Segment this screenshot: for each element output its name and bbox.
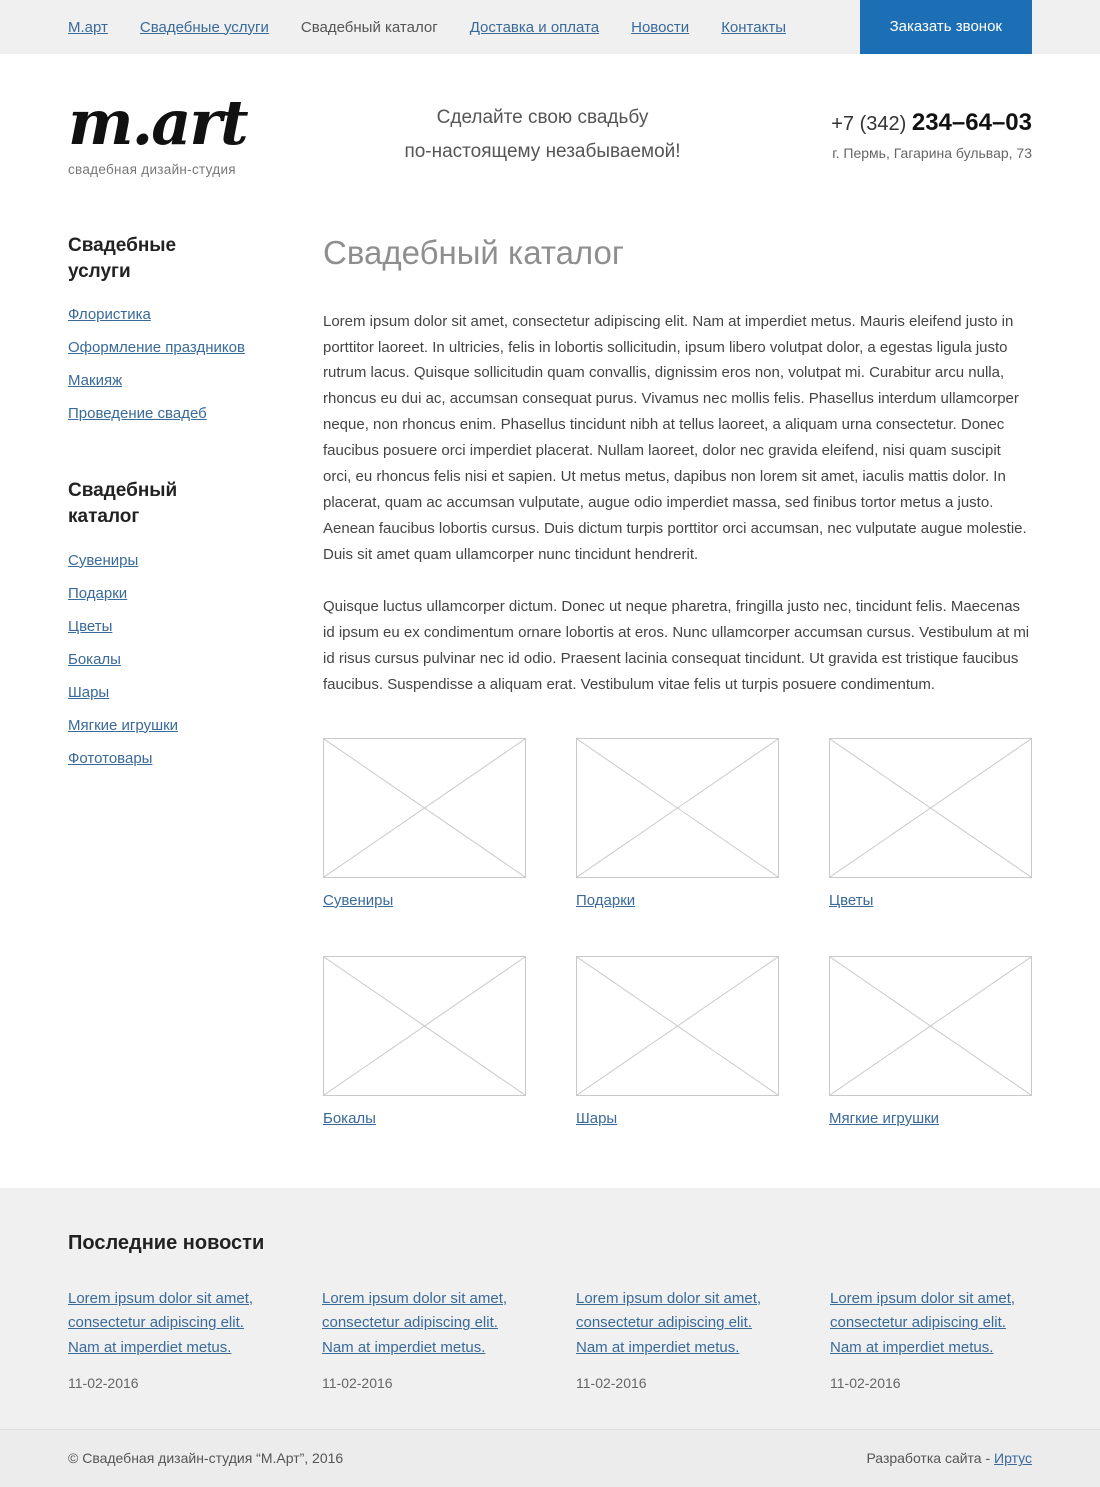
catalog-image-placeholder-gifts[interactable] <box>576 738 779 878</box>
sidebar-section-services <box>68 233 323 438</box>
address: г. Пермь, Гагарина бульвар, 73 <box>832 144 1032 161</box>
news-date-3: 11-02-2016 <box>576 1374 647 1391</box>
news-date-1: 11-02-2016 <box>68 1374 139 1391</box>
catalog-item-flowers <box>829 738 1032 910</box>
nav-item-delivery[interactable]: Доставка и оплата <box>469 18 600 36</box>
sidebar-item-makeup[interactable]: Макияж <box>68 372 123 390</box>
paragraph-1: Lorem ipsum dolor sit amet, consectetur adipiscing elit. Nam at imperdiet metus. Mauris eleifend justo in porttitor laoreet. In ultricies, felis in lobortis sollicitudin, ipsum libero volutpat dolor, a egestas ligula justo rutrum lacus. Quisque sollicitudin quam convallis, dignissim eros non, volutpat mi. Curabitur arcu nulla, rhoncus eu dui ac, accumsan consequat purus. Vivamus nec mollis felis. Phasellus interdum ullamcorper neque, non rhoncus enim. Phasellus tincidunt nibh at tellus laoreet, a aliquam urna consectetur. Donec faucibus posuere orci imperdiet placerat. Nullam laoreet, dolor nec gravida eleifend, nisi quam suscipit orci, eu rhoncus felis nisi et sapien. Ut metus metus, dapibus non lorem sit amet, iaculis mattis dolor. In placerat, quam ac accumsan vulputate, augue odio imperdiet massa, sed finibus tortor metus a justo. Aenean faucibus lobortis cursus. Duis dictum turpis porttitor orci accumsan, nec vulputate augue molestie. Duis sit amet quam ullamcorper nunc tincidunt hendrerit. <box>323 312 1027 564</box>
image-placeholder-icon <box>577 957 778 1095</box>
news-date-2: 11-02-2016 <box>322 1374 393 1391</box>
image-placeholder-icon <box>577 739 778 877</box>
catalog-item-gifts <box>576 738 779 910</box>
nav-item-catalog-current[interactable]: Свадебный каталог <box>300 18 438 36</box>
logo[interactable]: m.art <box>68 86 247 159</box>
image-placeholder-icon <box>324 957 525 1095</box>
sidebar-item-gifts[interactable]: Подарки <box>68 584 128 602</box>
slogan <box>323 101 762 168</box>
order-call-button[interactable]: Заказать звонок <box>860 0 1032 54</box>
news-link-2[interactable]: Lorem ipsum dolor sit amet, consectetur adipiscing elit. Nam at imperdiet metus. <box>322 1289 508 1357</box>
catalog-link-soft-toys[interactable]: Мягкие игрушки <box>829 1109 940 1127</box>
news-date-4: 11-02-2016 <box>830 1374 901 1391</box>
header-contacts <box>762 109 1032 161</box>
phone <box>762 109 1032 137</box>
catalog-grid <box>323 738 1032 1128</box>
catalog-image-placeholder-souvenirs[interactable] <box>323 738 526 878</box>
catalog-link-glasses[interactable]: Бокалы <box>323 1109 376 1127</box>
news-item <box>68 1287 270 1391</box>
news-link-4[interactable]: Lorem ipsum dolor sit amet, consectetur adipiscing elit. Nam at imperdiet metus. <box>830 1289 1016 1357</box>
content <box>323 233 1032 1128</box>
sidebar-services-title: Свадебные услуги <box>68 235 177 282</box>
news-section <box>0 1188 1100 1429</box>
catalog-image-placeholder-balloons[interactable] <box>576 956 779 1096</box>
nav-item-services[interactable]: Свадебные услуги <box>139 18 269 36</box>
catalog-item-soft-toys <box>829 956 1032 1128</box>
sidebar-item-souvenirs[interactable]: Сувениры <box>68 551 139 569</box>
footer <box>0 1429 1100 1487</box>
sidebar-item-decoration[interactable]: Оформление праздников <box>68 339 245 357</box>
copyright: © Свадебная дизайн-студия “М.Арт”, 2016 <box>68 1450 344 1467</box>
catalog-link-gifts[interactable]: Подарки <box>576 891 636 909</box>
page-title: Свадебный каталог <box>323 234 624 271</box>
news-grid <box>68 1287 1032 1391</box>
nav-item-home[interactable]: М.арт <box>68 18 108 36</box>
news-link-3[interactable]: Lorem ipsum dolor sit amet, consectetur adipiscing elit. Nam at imperdiet metus. <box>576 1289 762 1357</box>
sidebar-item-balloons[interactable]: Шары <box>68 683 110 701</box>
catalog-item-souvenirs <box>323 738 526 910</box>
slogan-line-1: Сделайте свою свадьбу <box>436 107 649 129</box>
nav-item-contacts[interactable]: Контакты <box>721 18 786 36</box>
news-item <box>576 1287 778 1391</box>
sidebar-item-soft-toys[interactable]: Мягкие игрушки <box>68 716 179 734</box>
brand-block <box>68 86 323 177</box>
sidebar-item-glasses[interactable]: Бокалы <box>68 650 121 668</box>
catalog-image-placeholder-soft-toys[interactable] <box>829 956 1032 1096</box>
paragraph-2: Quisque luctus ullamcorper dictum. Donec ut neque pharetra, fringilla justo nec, tincidunt felis. Maecenas id ipsum eu ex condimentum ornare lobortis at eros. Nunc ullamcorper accumsan cursus. Vestibulum at mi id risus cursus pulvinar nec id odio. Praesent lacinia consequat tincidunt. Ut gravida est tristique faucibus faucibus. Suspendisse a aliquam erat. Vestibulum vitae felis ut turpis posuere condimentum. <box>323 597 1030 693</box>
sidebar-catalog-title: Свадебный каталог <box>68 480 178 527</box>
sidebar-item-flowers[interactable]: Цветы <box>68 617 113 635</box>
catalog-image-placeholder-glasses[interactable] <box>323 956 526 1096</box>
news-item <box>830 1287 1032 1391</box>
news-link-1[interactable]: Lorem ipsum dolor sit amet, consectetur adipiscing elit. Nam at imperdiet metus. <box>68 1289 254 1357</box>
top-nav <box>0 0 1100 54</box>
catalog-item-balloons <box>576 956 779 1128</box>
sidebar-section-catalog <box>68 478 323 782</box>
main-wrap <box>0 205 1100 1188</box>
catalog-link-flowers[interactable]: Цветы <box>829 891 874 909</box>
catalog-image-placeholder-flowers[interactable] <box>829 738 1032 878</box>
sidebar-item-photo-goods[interactable]: Фототовары <box>68 749 153 767</box>
logo-tagline: свадебная дизайн-студия <box>68 162 236 177</box>
sidebar <box>68 233 323 1128</box>
image-placeholder-icon <box>830 957 1031 1095</box>
site-header <box>0 54 1100 205</box>
catalog-link-balloons[interactable]: Шары <box>576 1109 618 1127</box>
news-title: Последние новости <box>68 1231 265 1254</box>
phone-number: 234–64–03 <box>911 108 1032 136</box>
phone-prefix: +7 (342) <box>831 112 907 135</box>
catalog-item-glasses <box>323 956 526 1128</box>
sidebar-item-wedding-hosting[interactable]: Проведение свадеб <box>68 405 207 423</box>
image-placeholder-icon <box>830 739 1031 877</box>
developer-credit-text: Разработка сайта - <box>866 1450 995 1467</box>
image-placeholder-icon <box>324 739 525 877</box>
slogan-line-2: по-настоящему незабываемой! <box>404 140 681 162</box>
catalog-link-souvenirs[interactable]: Сувениры <box>323 891 394 909</box>
sidebar-item-floristics[interactable]: Флористика <box>68 306 151 324</box>
developer-credit <box>866 1450 1032 1466</box>
developer-link[interactable]: Иртус <box>994 1450 1032 1467</box>
news-item <box>322 1287 524 1391</box>
top-nav-inner <box>0 0 1100 54</box>
nav-item-news[interactable]: Новости <box>631 18 690 36</box>
